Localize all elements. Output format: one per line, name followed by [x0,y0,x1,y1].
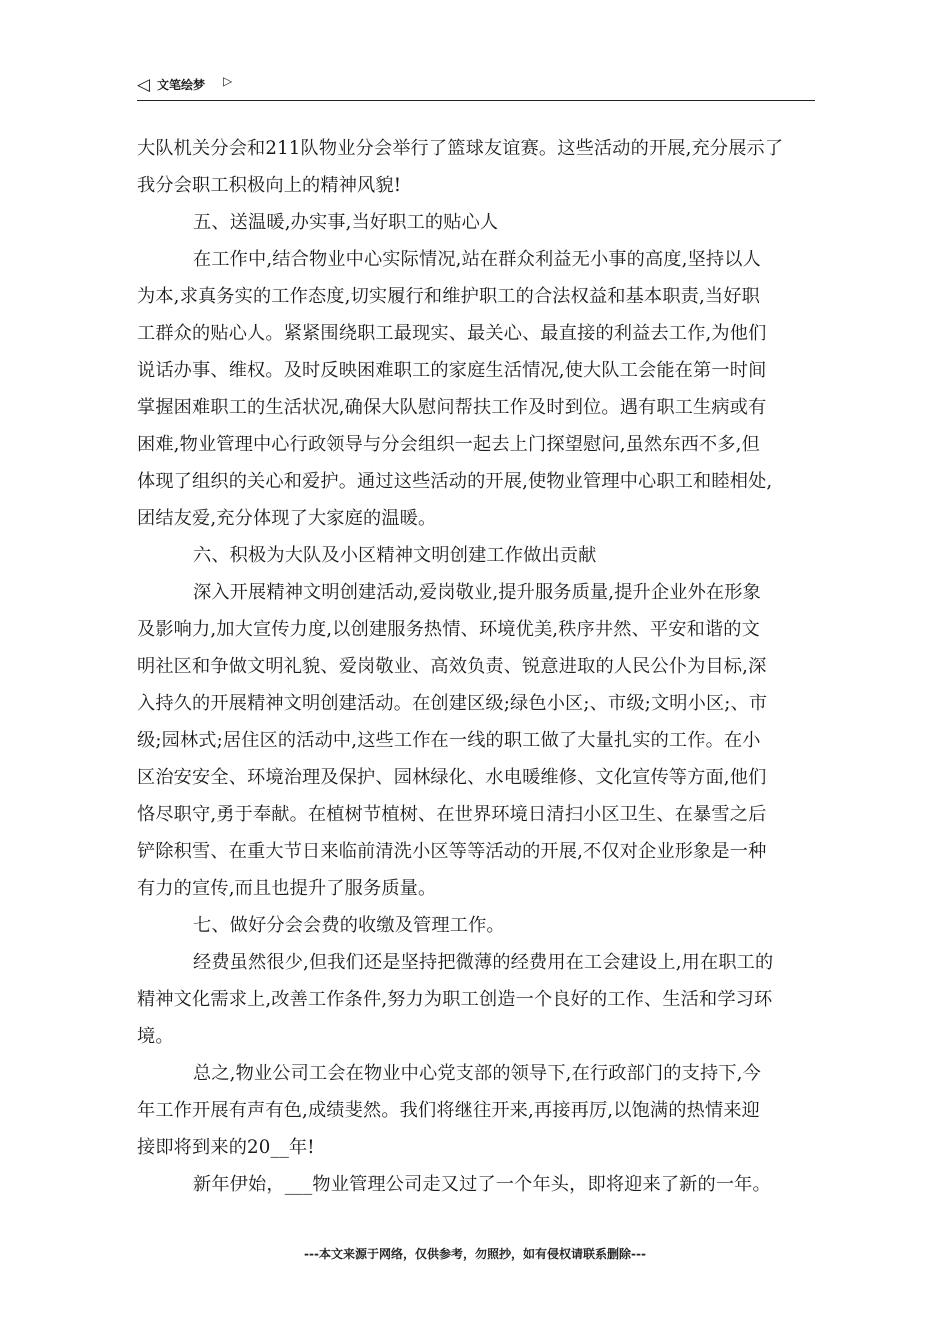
text-line: 精神文化需求上,改善工作条件,努力为职工创造一个良好的工作、生活和学习环 [137,989,773,1010]
text-line: 区治安安全、环境治理及保护、园林绿化、水电暖维修、文化宣传等方面,他们 [137,767,767,788]
text-line: 团结友爱,充分体现了大家庭的温暖。 [137,508,437,529]
text-line: 困难,物业管理中心行政领导与分会组织一起去上门探望慰问,虽然东西不多,但 [137,434,760,455]
left-triangle-icon: ◁ [137,75,151,95]
text-line: 我分会职工积极向上的精神风貌! [137,175,402,196]
footer-disclaimer: ---本文来源于网络，仅供参考，勿照抄，如有侵权请联系删除--- [304,1247,646,1261]
text-line: 七、做好分会会费的收缴及管理工作。 [193,915,505,936]
text-line: 年工作开展有声有色,成绩斐然。我们将继往开来,再接再厉,以饱满的热情来迎 [137,1100,760,1121]
text-line: 恪尽职守,勇于奉献。在植树节植树、在世界环境日清扫小区卫生、在暴雪之后 [137,804,767,825]
text-line: 深入开展精神文明创建活动,爱岗敬业,提升服务质量,提升企业外在形象 [193,582,761,603]
text-line: 铲除积雪、在重大节日来临前清洗小区等等活动的开展,不仅对企业形象是一种 [137,841,767,862]
text-line: 体现了组织的关心和爱护。通过这些活动的开展,使物业管理中心职工和睦相处, [137,471,773,492]
text-line: 明社区和争做文明礼貌、爱岗敬业、高效负责、锐意进取的人民公仆为目标,深 [137,656,767,677]
text-line: 说话办事、维权。及时反映困难职工的家庭生活情况,使大队工会能在第一时间 [137,360,767,381]
text-line: 五、送温暖,办实事,当好职工的贴心人 [193,212,499,233]
text-line: 境。 [137,1026,174,1047]
text-line: 工群众的贴心人。紧紧围绕职工最现实、最关心、最直接的利益去工作,为他们 [137,323,767,344]
text-line: 为本,求真务实的工作态度,切实履行和维护职工的合法权益和基本职责,当好职 [137,286,760,307]
text-line: 掌握困难职工的生活状况,确保大队慰问帮扶工作及时到位。遇有职工生病或有 [137,397,767,418]
text-line: 六、积极为大队及小区精神文明创建工作做出贡献 [193,545,597,566]
text-line: 接即将到来的20__年! [137,1137,315,1158]
text-line: 入持久的开展精神文明创建活动。在创建区级;绿色小区;、市级;文明小区;、市 [137,693,768,714]
right-triangle-icon: ▷ [223,74,233,88]
text-line: 大队机关分会和211队物业分会举行了篮球友谊赛。这些活动的开展,充分展示了 [137,138,784,159]
page-header [137,74,815,101]
document-body [137,130,817,1203]
header-title: 文笔绘梦 [157,78,206,92]
text-line: 经费虽然很少,但我们还是坚持把微薄的经费用在工会建设上,用在职工的 [193,952,774,973]
text-line: 新年伊始，___物业管理公司走又过了一个年头，即将迎来了新的一年。 [193,1174,771,1195]
text-line: 总之,物业公司工会在物业中心党支部的领导下,在行政部门的支持下,今 [193,1063,761,1084]
text-line: 及影响力,加大宣传力度,以创建服务热情、环境优美,秩序井然、平安和谐的文 [137,619,760,640]
text-line: 有力的宣传,而且也提升了服务质量。 [137,878,437,899]
text-line: 级;园林式;居住区的活动中,这些工作在一线的职工做了大量扎实的工作。在小 [137,730,761,751]
text-line: 在工作中,结合物业中心实际情况,站在群众利益无小事的高度,坚持以人 [193,249,761,270]
